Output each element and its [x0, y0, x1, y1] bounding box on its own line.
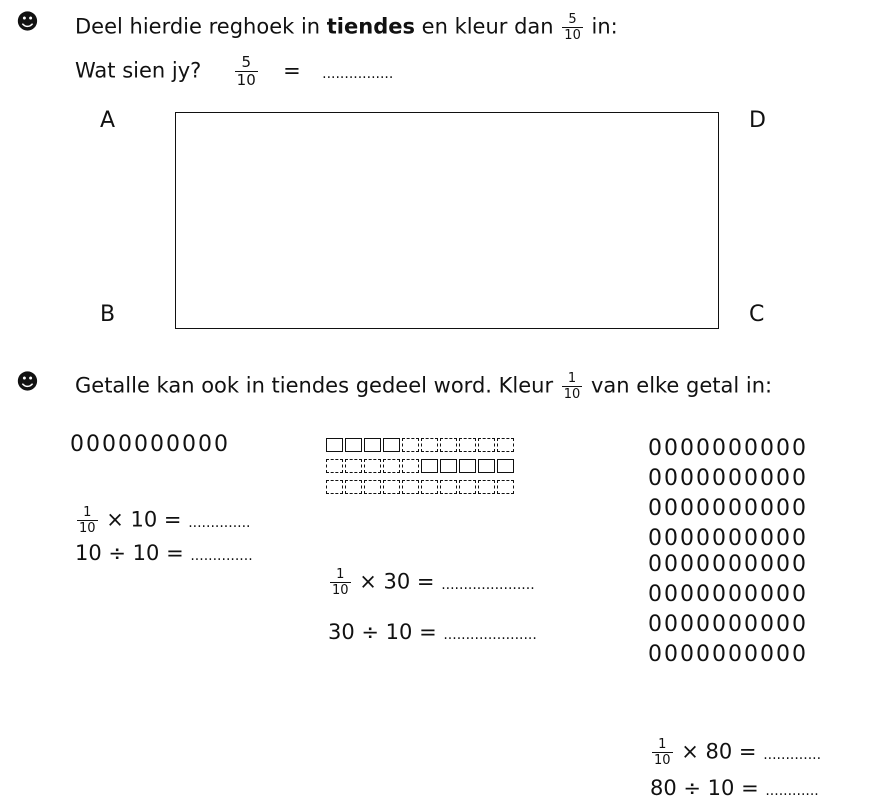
zeros-row: 0000000000: [648, 612, 808, 637]
zeros-row: 0000000000: [648, 526, 808, 551]
group2-eq2: 30 ÷ 10 = .....................: [328, 620, 537, 644]
question-fraction: $\frac{5}{10}$: [236, 53, 256, 89]
group1-eq1: $\frac{1}{10}$ × 10 = ..............: [79, 505, 251, 536]
smiley-bullet-icon-2: ☻: [16, 370, 39, 395]
zeros-row: 0000000000: [648, 496, 808, 521]
corner-label-a: A: [100, 108, 116, 133]
group1-blank-2[interactable]: ..............: [190, 548, 253, 564]
group3-blank-1[interactable]: .............: [763, 746, 822, 763]
corner-label-d: D: [749, 108, 766, 133]
zeros-row: 0000000000: [648, 582, 808, 607]
squares-row: [326, 480, 514, 494]
squares-grid-30[interactable]: [326, 438, 514, 494]
answer-blank-1[interactable]: ................: [322, 65, 394, 82]
instruction-1-fraction: $\frac{5}{10}$: [564, 12, 581, 43]
zeros-row: 0000000000: [648, 552, 808, 577]
rectangle-abcd[interactable]: [175, 112, 719, 329]
instruction-1: Deel hierdie reghoek in tiendes en kleur dan $\frac{5}{10}$ in:: [75, 12, 618, 43]
equals-sign: =: [283, 58, 301, 83]
corner-label-b: B: [100, 302, 116, 327]
group3-eq2: 80 ÷ 10 = ............: [650, 776, 819, 800]
smiley-bullet-icon: ☻: [16, 10, 39, 35]
instruction-2: Getalle kan ook in tiendes gedeel word. Kleur $\frac{1}{10}$ van elke getal in:: [75, 371, 773, 402]
group2-blank-1[interactable]: .....................: [441, 576, 535, 593]
zeros-row: 0000000000: [648, 436, 808, 461]
zeros-row-10[interactable]: 0000000000: [70, 432, 230, 457]
zeros-grid-80[interactable]: [648, 438, 808, 674]
instruction-2-fraction: $\frac{1}{10}$: [563, 371, 581, 402]
group2-eq1: $\frac{1}{10}$ × 30 = .....................: [332, 567, 535, 598]
corner-label-c: C: [749, 302, 765, 327]
zeros-row: 0000000000: [648, 466, 808, 491]
question-text: Wat sien jy?: [75, 58, 202, 83]
question-line: [75, 55, 393, 88]
instruction-1-bold: tiendes: [326, 14, 415, 39]
group3-blank-2[interactable]: ............: [765, 783, 819, 799]
group1-eq2: 10 ÷ 10 = ..............: [75, 541, 253, 565]
group1-blank-1[interactable]: ..............: [188, 514, 251, 531]
group2-blank-2[interactable]: .....................: [443, 627, 537, 643]
squares-row: [326, 459, 514, 473]
squares-row: [326, 438, 514, 452]
group3-eq1: $\frac{1}{10}$ × 80 = .............: [654, 737, 822, 768]
zeros-row: 0000000000: [648, 642, 808, 667]
